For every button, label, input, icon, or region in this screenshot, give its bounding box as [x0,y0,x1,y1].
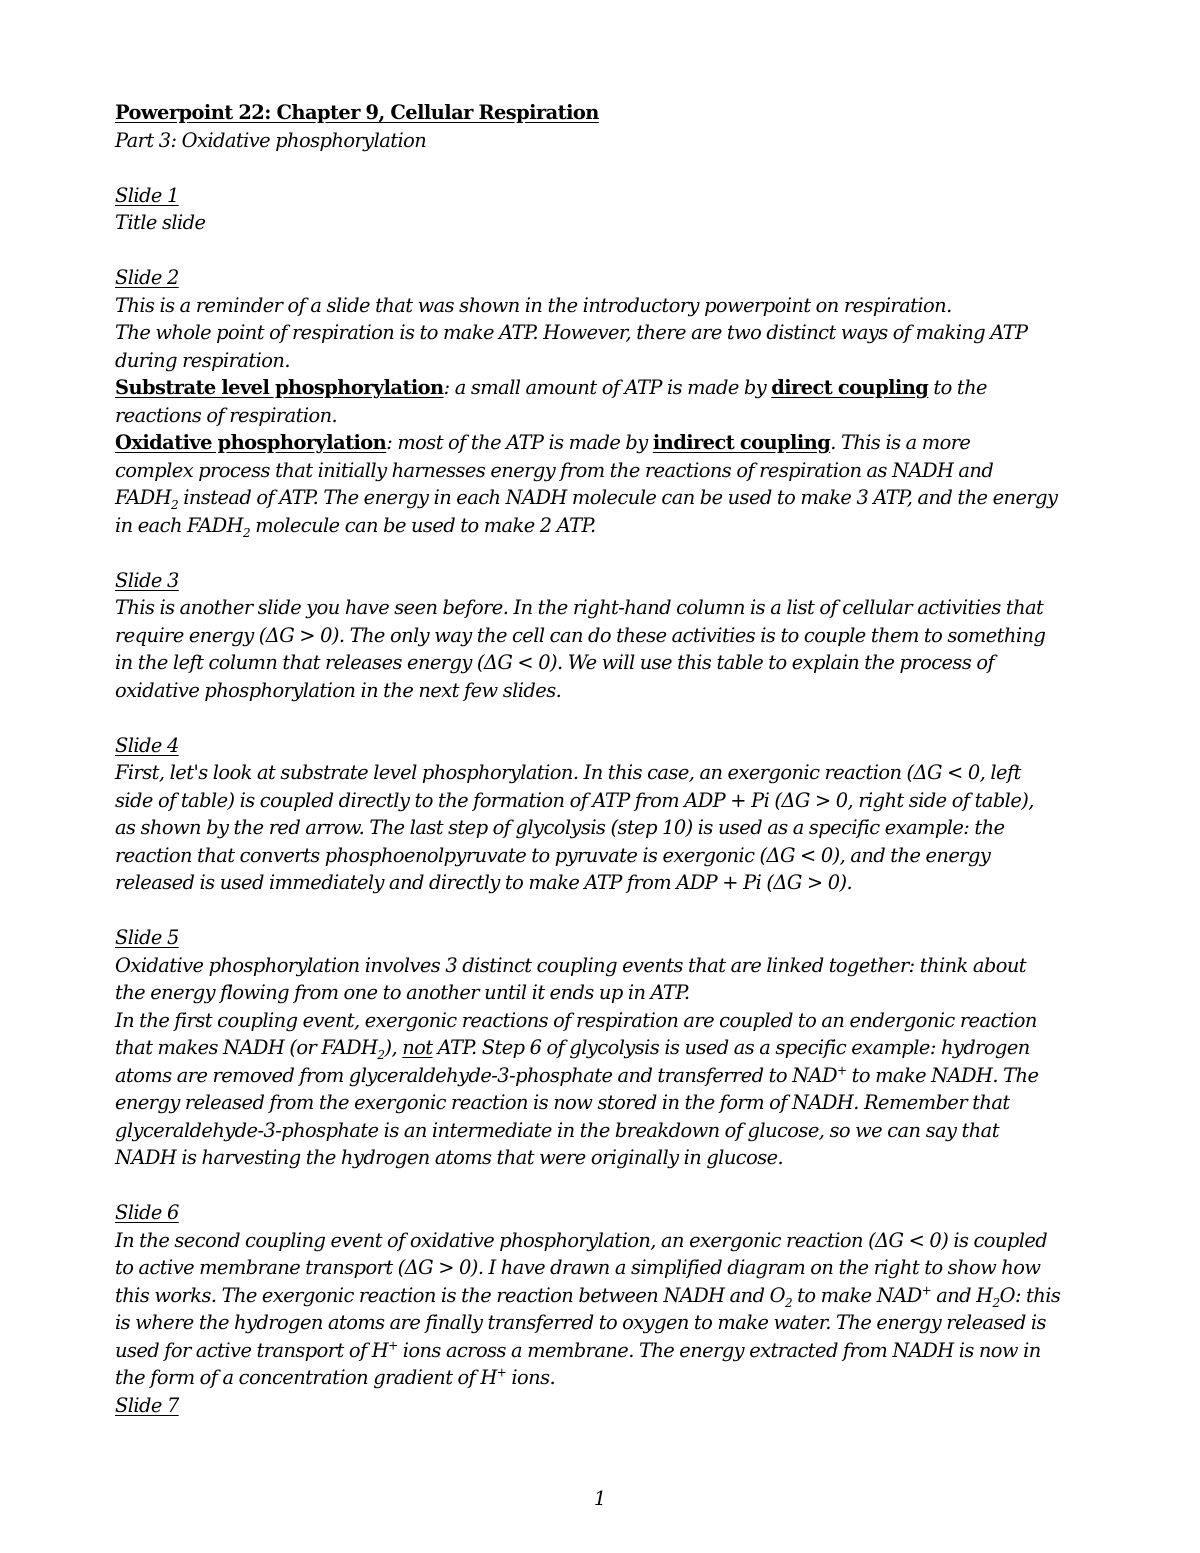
slide-2-line-2: The whole point of respiration is to make ATP. However, there are two distinct ways of making ATP [115,321,1028,344]
slide-6-line-6 [115,1364,1115,1392]
slide-2-heading-line [115,264,1115,292]
slide-6-line-4: is where the hydrogen atoms are finally transferred to oxygen to make water. The energy released is [115,1311,1046,1334]
slide-7-heading: Slide 7 [115,1393,179,1417]
slide-3-line-4: oxidative phosphorylation in the next few slides. [115,678,562,702]
substrate-level-term: Substrate level phosphorylation [115,376,444,399]
slide-6-line-2: to active membrane transport (ΔG > 0). I have drawn a simplified diagram on the right to show how [115,1256,1041,1279]
slide-1-text: Title slide [115,211,206,234]
text-fragment: the form of a concentration gradient of H [115,1366,497,1389]
text-fragment: atoms are removed from glyceraldehyde-3-phosphate and transferred to NAD [115,1063,837,1087]
superscript: + [496,1365,507,1380]
slide-5-heading: Slide 5 [115,926,179,949]
slide-2-line-7: complex process that initially harnesses energy from the reactions of respiration as NADH and [115,458,994,482]
slide-6-line-3 [115,1282,1115,1310]
text-fragment: in each FADH [115,513,244,537]
slide-5-line-3: In the first coupling event, exergonic reactions of respiration are coupled to an endergonic reaction [115,1008,1037,1032]
subscript: 2 [171,497,179,512]
slide-1-heading-line [115,182,1115,210]
text-fragment: ATP. Step 6 of glycolysis is used as a specific example: hydrogen [432,1036,1030,1059]
text-fragment: FADH [115,486,172,509]
subscript: 2 [377,1047,385,1062]
slide-2-line-3: during respiration. [115,348,290,372]
slide-2-line-1: This is a reminder of a slide that was shown in the introductory powerpoint on respiration. [115,293,952,317]
slide-4-line-5: released is used immediately and directly to make ATP from ADP + Pi (ΔG > 0). [115,871,853,894]
slide-5-line-2: the energy flowing from one to another until it ends up in ATP. [115,981,690,1004]
slide-6-line-5 [115,1337,1115,1365]
slide-6-heading: Slide 6 [115,1201,179,1224]
slide-2-line-5: reactions of respiration. [115,403,338,427]
text-fragment: that makes NADH (or FADH [115,1036,378,1059]
substrate-level-text: : a small amount of ATP is made by [443,376,772,399]
page-number: 1 [593,1487,607,1510]
text-fragment: ions across a membrane. The energy extracted from NADH is now in [397,1338,1041,1362]
slide-5-line-7: glyceraldehyde-3-phosphate is an intermediate in the breakdown of glucose, so we can say that [115,1118,999,1142]
oxidative-term: Oxidative phosphorylation [115,431,387,454]
direct-coupling-term: direct coupling [771,376,929,399]
slide-3-line-1: This is another slide you have seen before. In the right-hand column is a list of cellular activities that [115,596,1044,619]
slide-5-line-8: NADH is harvesting the hydrogen atoms that were originally in glucose. [115,1146,784,1169]
text-fragment: to make NADH. The [846,1063,1039,1087]
superscript: + [836,1063,847,1078]
superscript: + [388,1338,398,1353]
not-emphasis: not [402,1036,433,1059]
slide-3-line-2: require energy (ΔG > 0). The only way the cell can do these activities is to couple them to something [115,623,1046,647]
text-fragment: ), [384,1036,403,1059]
text-fragment: molecule can be used to make 2 ATP. [250,513,596,537]
document-subtitle: Part 3: Oxidative phosphorylation [115,128,427,152]
oxidative-text: : most of the ATP is made by [386,431,653,454]
slide-2-line-4 [115,374,1115,402]
slide-2-line-8 [115,484,1115,512]
slide-6-heading-line [115,1199,1115,1227]
document-title: Powerpoint 22: Chapter 9, Cellular Respiration [115,101,599,124]
oxidative-end: . This is a more [830,431,971,454]
text-fragment: ions. [506,1366,556,1389]
slide-7-heading-line [115,1392,1115,1420]
text-fragment: and H [931,1283,993,1307]
text-fragment: this works. The exergonic reaction is the reaction between NADH and O [115,1283,785,1307]
slide-5-line-4 [115,1034,1115,1062]
slide-5-line-1: Oxidative phosphorylation involves 3 distinct coupling events that are linked together: think about [115,953,1027,977]
superscript: + [921,1283,932,1298]
slide-2-line-9 [115,512,1115,540]
document-title-line [115,99,1115,127]
slide-5-heading-line [115,924,1115,952]
slide-4-line-4: reaction that converts phosphoenolpyruvate to pyruvate is exergonic (ΔG < 0), and the energy [115,843,991,867]
slide-2-heading: Slide 2 [115,266,179,289]
subscript: 2 [784,1295,793,1310]
slide-2-line-6 [115,429,1115,457]
substrate-level-end: to the [928,376,987,399]
slide-5-line-5 [115,1062,1115,1090]
slide-4-heading-line [115,732,1115,760]
subscript: 2 [992,1295,1000,1310]
slide-3-line-3: in the left column that releases energy (ΔG < 0). We will use this table to explain the process of [115,651,995,674]
text-fragment: used for active transport of H [115,1338,389,1362]
indirect-coupling-term: indirect coupling [652,431,831,454]
slide-3-heading: Slide 3 [115,568,179,592]
slide-5-line-6: energy released from the exergonic reaction is now stored in the form of NADH. Remember that [115,1091,1010,1114]
slide-4-line-3: as shown by the red arrow. The last step of glycolysis (step 10) is used as a specific example: the [115,816,1005,839]
slide-4-line-1: First, let's look at substrate level phosphorylation. In this case, an exergonic reaction (ΔG < 0, left [115,761,1021,784]
slide-3-heading-line [115,567,1115,595]
text-fragment: instead of ATP. The energy in each NADH molecule can be used to make 3 ATP, and the energy [178,486,1058,509]
document-body [115,99,1115,1419]
subscript: 2 [243,525,251,540]
slide-4-line-2: side of table) is coupled directly to the formation of ATP from ADP + Pi (ΔG > 0, right side of table), [115,788,1034,812]
slide-4-heading: Slide 4 [115,733,179,757]
slide-1-heading: Slide 1 [115,183,179,207]
slide-6-line-1: In the second coupling event of oxidative phosphorylation, an exergonic reaction (ΔG < 0) is coupled [115,1228,1048,1252]
text-fragment: to make NAD [792,1283,922,1307]
text-fragment: O: this [999,1283,1061,1307]
